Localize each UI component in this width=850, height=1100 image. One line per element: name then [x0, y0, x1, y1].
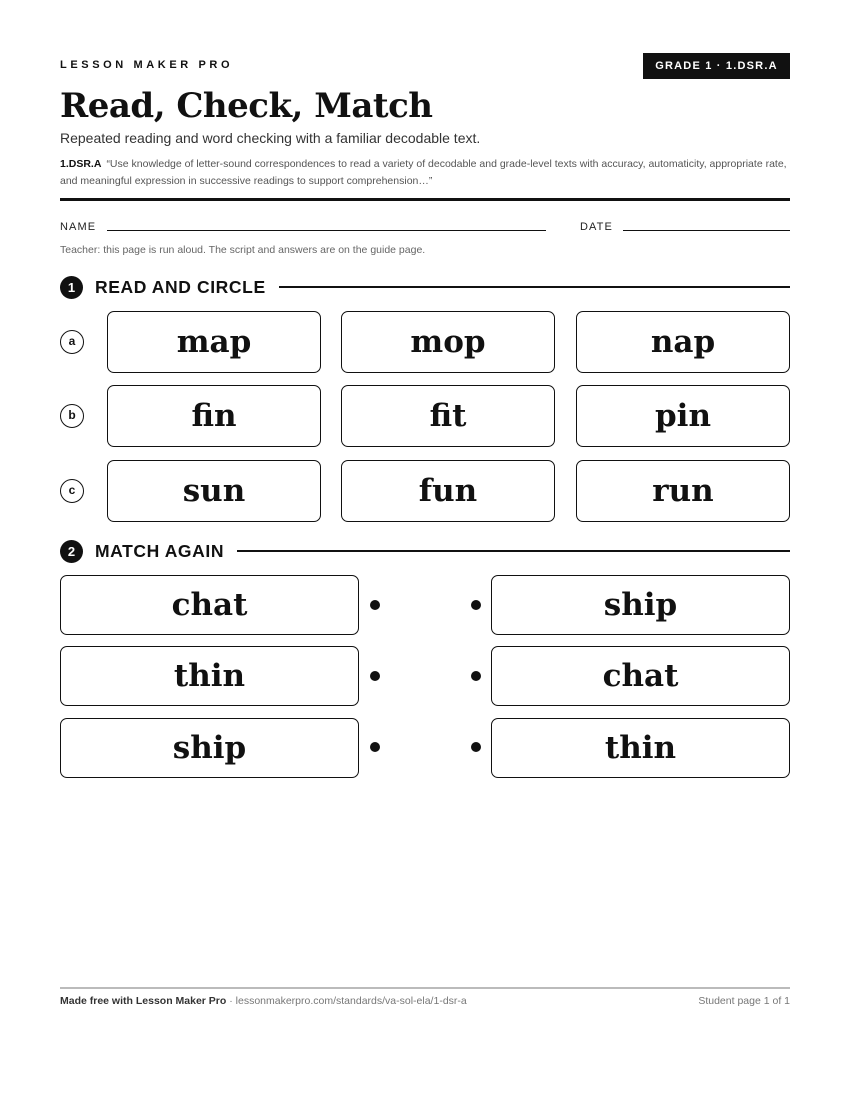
teacher-note: Teacher: this page is run aloud. The script and answers are on the guide page.	[60, 244, 426, 256]
grade-badge: GRADE 1 · 1.DSR.A	[643, 53, 790, 79]
name-field[interactable]	[107, 230, 546, 231]
read-word-box[interactable]: pin	[576, 385, 790, 447]
footer-divider	[60, 987, 790, 989]
row-label-c: c	[60, 479, 84, 503]
date-label: DATE	[580, 221, 613, 233]
section-rule	[237, 550, 790, 552]
standard-description	[60, 156, 790, 190]
row-label-b: b	[60, 404, 84, 428]
page-count: Student page 1 of 1	[698, 995, 790, 1007]
date-field[interactable]	[623, 230, 790, 231]
section-number-badge: 1	[60, 276, 83, 299]
section-title: READ AND CIRCLE	[95, 276, 266, 297]
read-word-box[interactable]: fun	[341, 460, 555, 522]
footer-credit	[60, 995, 467, 1007]
match-dot-left[interactable]	[370, 742, 380, 752]
read-word-box[interactable]: nap	[576, 311, 790, 373]
match-dot-left[interactable]	[370, 671, 380, 681]
section-number-badge: 2	[60, 540, 83, 563]
match-dot-right[interactable]	[471, 671, 481, 681]
read-word-box[interactable]: run	[576, 460, 790, 522]
section-read-and-circle-header	[60, 275, 790, 299]
page-title: Read, Check, Match	[60, 86, 433, 126]
page-subtitle: Repeated reading and word checking with a familiar decodable text.	[60, 130, 481, 146]
match-right-word[interactable]: chat	[491, 646, 790, 706]
brand-name: LESSON MAKER PRO	[60, 59, 234, 71]
read-word-box[interactable]: fin	[107, 385, 321, 447]
header-divider	[60, 198, 790, 201]
section-rule	[279, 286, 790, 288]
read-word-box[interactable]: sun	[107, 460, 321, 522]
match-right-word[interactable]: ship	[491, 575, 790, 635]
match-dot-right[interactable]	[471, 600, 481, 610]
section-match-again-header	[60, 539, 790, 563]
read-word-box[interactable]: fit	[341, 385, 555, 447]
match-right-word[interactable]: thin	[491, 718, 790, 778]
read-word-box[interactable]: map	[107, 311, 321, 373]
match-left-word[interactable]: chat	[60, 575, 359, 635]
worksheet-page	[60, 0, 790, 1100]
footer-url[interactable]: · lessonmakerpro.com/standards/va-sol-ela/1-dsr-a	[226, 995, 467, 1007]
section-title: MATCH AGAIN	[95, 540, 225, 561]
read-word-box[interactable]: mop	[341, 311, 555, 373]
standard-text: “Use knowledge of letter-sound correspondences to read a variety of decodable and grade-level texts with accuracy, automaticity, appropriate rate, and meaningful expression in successive readings to support comprehension…”	[60, 158, 787, 187]
match-left-word[interactable]: thin	[60, 646, 359, 706]
match-dot-right[interactable]	[471, 742, 481, 752]
match-left-word[interactable]: ship	[60, 718, 359, 778]
match-dot-left[interactable]	[370, 600, 380, 610]
name-label: NAME	[60, 221, 97, 233]
footer-made-with: Made free with Lesson Maker Pro	[60, 995, 227, 1007]
row-label-a: a	[60, 330, 84, 354]
standard-code: 1.DSR.A	[60, 158, 102, 170]
